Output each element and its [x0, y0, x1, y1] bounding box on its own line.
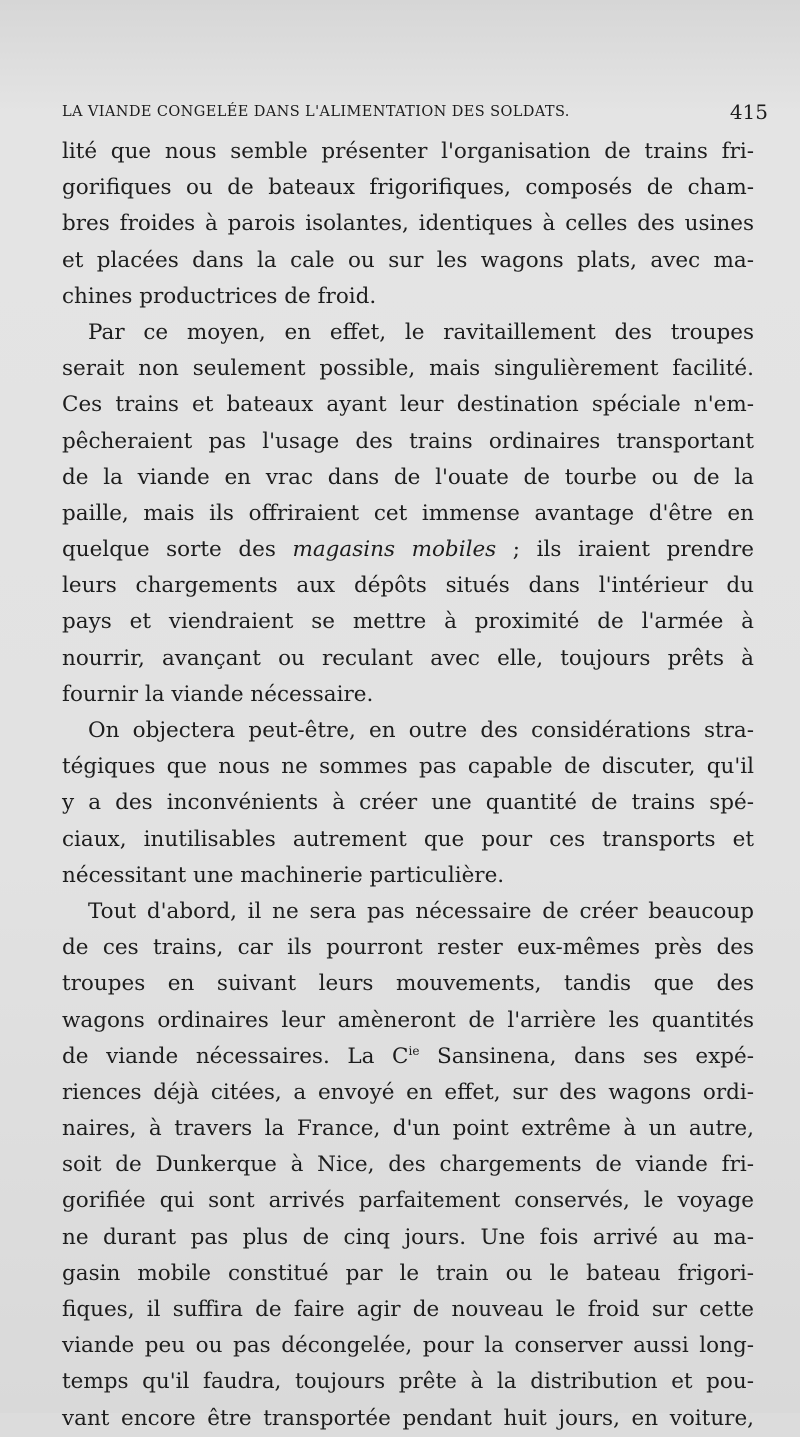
text-segment: quelque sorte des: [62, 537, 293, 563]
text-line: et placées dans la cale ou sur les wagons plats, avec ma-: [62, 247, 754, 273]
text-line: Ces trains et bateaux ayant leur destination spéciale n'em-: [62, 392, 754, 418]
text-line: riences déjà citées, a envoyé en effet, sur des wagons ordi-: [62, 1079, 754, 1105]
text-line: paille, mais ils offriraient cet immense avantage d'être en: [62, 500, 754, 526]
text-line: wagons ordinaires leur amèneront de l'arrière les quantités: [62, 1007, 754, 1033]
text-line: troupes en suivant leurs mouvements, tandis que des: [62, 971, 754, 997]
superscript: ie: [408, 1043, 420, 1058]
text-line: y a des inconvénients à créer une quantité de trains spé-: [62, 790, 754, 816]
text-line: viande peu ou pas décongelée, pour la conserver aussi long-: [62, 1333, 754, 1359]
page-number: 415: [729, 100, 768, 124]
text-line: bres froides à parois isolantes, identiques à celles des usines: [62, 211, 754, 237]
text-line: fiques, il suffira de faire agir de nouveau le froid sur cette: [62, 1297, 754, 1322]
text-line: temps qu'il faudra, toujours prête à la distribution et pou-: [62, 1369, 754, 1395]
text-line: chines productrices de froid.: [62, 283, 377, 309]
text-line: vant encore être transportée pendant huit jours, en voiture,: [62, 1405, 754, 1431]
running-head: LA VIANDE CONGELÉE DANS L'ALIMENTATION DES SOLDATS.: [62, 104, 570, 120]
text-line: Tout d'abord, il ne sera pas nécessaire de créer beaucoup: [88, 898, 754, 924]
text-segment: ; ils iraient prendre: [496, 537, 754, 563]
italic-phrase: magasins mobiles: [292, 537, 497, 563]
text-line: tégiques que nous ne sommes pas capable de discuter, qu'il: [62, 754, 754, 780]
text-line: leurs chargements aux dépôts situés dans l'intérieur du: [62, 573, 754, 599]
text-line: serait non seulement possible, mais singulièrement facilité.: [62, 356, 754, 382]
text-line: naires, à travers la France, d'un point extrême à un autre,: [62, 1116, 754, 1142]
text-line: de ces trains, car ils pourront rester eux-mêmes près des: [62, 935, 754, 961]
text-line: soit de Dunkerque à Nice, des chargements de viande fri-: [62, 1152, 754, 1178]
text-line: Par ce moyen, en effet, le ravitaillement des troupes: [88, 319, 754, 345]
text-line: nécessitant une machinerie particulière.: [62, 862, 505, 888]
text-line: gorifiques ou de bateaux frigorifiques, composés de cham-: [62, 175, 754, 201]
text-line: ciaux, inutilisables autrement que pour ces transports et: [62, 826, 754, 852]
body-text: [62, 134, 754, 1437]
text-line: [62, 532, 754, 568]
text-line: pêcheraient pas l'usage des trains ordinaires transportant: [62, 428, 754, 454]
text-line: de la viande en vrac dans de l'ouate de tourbe ou de la: [62, 464, 754, 490]
text-line: fournir la viande nécessaire.: [62, 681, 374, 707]
text-segment: Sansinena, dans ses expé-: [419, 1043, 754, 1069]
text-line: gorifiée qui sont arrivés parfaitement conservés, le voyage: [62, 1188, 754, 1214]
text-line: ne durant pas plus de cinq jours. Une fois arrivé au ma-: [62, 1224, 754, 1250]
text-segment: de viande nécessaires. La C: [62, 1043, 409, 1069]
page-header: [62, 100, 768, 130]
text-line: nourrir, avançant ou reculant avec elle, toujours prêts à: [62, 645, 754, 671]
text-line: [62, 1039, 754, 1075]
text-line: pays et viendraient se mettre à proximité de l'armée à: [62, 609, 754, 635]
text-line: gasin mobile constitué par le train ou le bateau frigori-: [62, 1260, 754, 1286]
text-line: On objectera peut-être, en outre des considérations stra-: [88, 718, 754, 743]
text-line: lité que nous semble présenter l'organisation de trains fri-: [62, 139, 754, 164]
